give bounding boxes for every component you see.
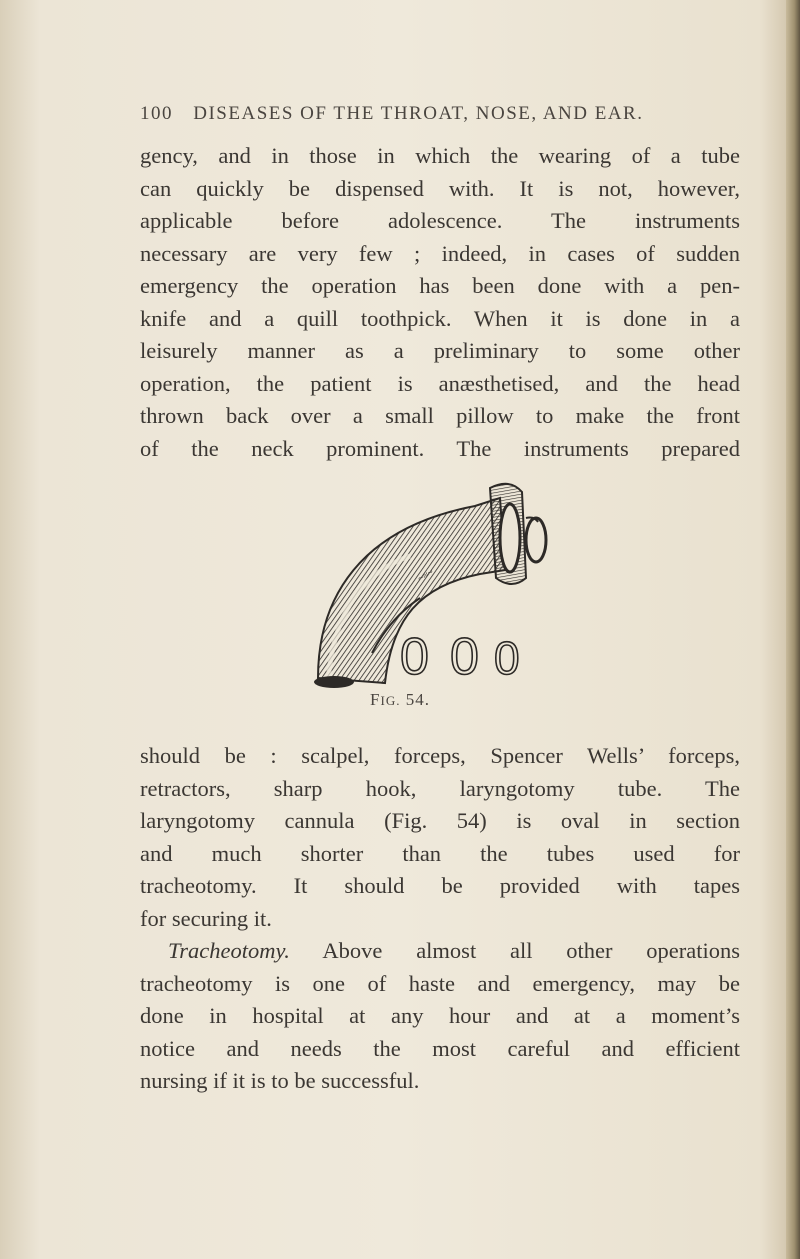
text-line: thrown back over a small pillow to make the front: [140, 403, 740, 428]
text-run: Above almost all other operations: [289, 938, 740, 963]
page-number: 100: [140, 103, 173, 124]
page-edge: [786, 0, 800, 1259]
laryngotomy-cannula-illustration: [300, 478, 560, 698]
text-line: tracheotomy is one of haste and emergency, may be: [140, 970, 740, 996]
text-line: operation, the patient is anæsthetised, and the head: [140, 370, 740, 396]
running-head: [140, 103, 740, 125]
text-line: retractors, sharp hook, laryngotomy tube. The: [140, 775, 740, 801]
paragraph-top: [140, 140, 740, 465]
opening-small: 0: [494, 632, 520, 684]
text-line: laryngotomy cannula (Fig. 54) is oval in section: [140, 808, 740, 833]
text-line: necessary are very few ; indeed, in cases of sudden: [140, 240, 740, 266]
text-line: nursing if it is to be successful.: [140, 1068, 420, 1093]
text-line: tracheotomy. It should be provided with tapes: [140, 873, 740, 898]
text-line: notice and needs the most careful and efficient: [140, 1035, 740, 1061]
text-line: done in hospital at any hour and at a moment’s: [140, 1003, 740, 1028]
cannula-drawing: [300, 478, 560, 698]
section-heading-tracheotomy: Tracheotomy.: [168, 938, 290, 963]
running-title: DISEASES OF THE THROAT, NOSE, AND EAR.: [193, 103, 644, 124]
caption-prefix: F: [370, 690, 381, 709]
svg-text:~≈~: ~≈~: [416, 566, 436, 585]
caption-number: 54.: [405, 690, 430, 709]
opening-large: 0: [400, 628, 429, 686]
text-line: knife and a quill toothpick. When it is done in a: [140, 305, 740, 331]
text-line: should be : scalpel, forceps, Spencer Wells’ forceps,: [140, 743, 740, 768]
text-line: of the neck prominent. The instruments prepared: [140, 435, 740, 461]
figure-caption: [0, 690, 800, 710]
caption-smallcaps: IG.: [380, 693, 401, 708]
opening-medium: 0: [450, 628, 479, 686]
text-line: emergency the operation has been done with a pen-: [140, 273, 740, 298]
text-line: gency, and in those in which the wearing of a tube: [140, 143, 740, 168]
tracheotomy-first-line: [140, 935, 740, 968]
text-line: leisurely manner as a preliminary to some other: [140, 338, 740, 363]
text-line: for securing it.: [140, 905, 272, 931]
paragraph-bottom: [140, 740, 740, 1098]
text-line: applicable before adolescence. The instruments: [140, 208, 740, 233]
text-line: and much shorter than the tubes used for: [140, 840, 740, 866]
text-line: can quickly be dispensed with. It is not, however,: [140, 175, 740, 201]
